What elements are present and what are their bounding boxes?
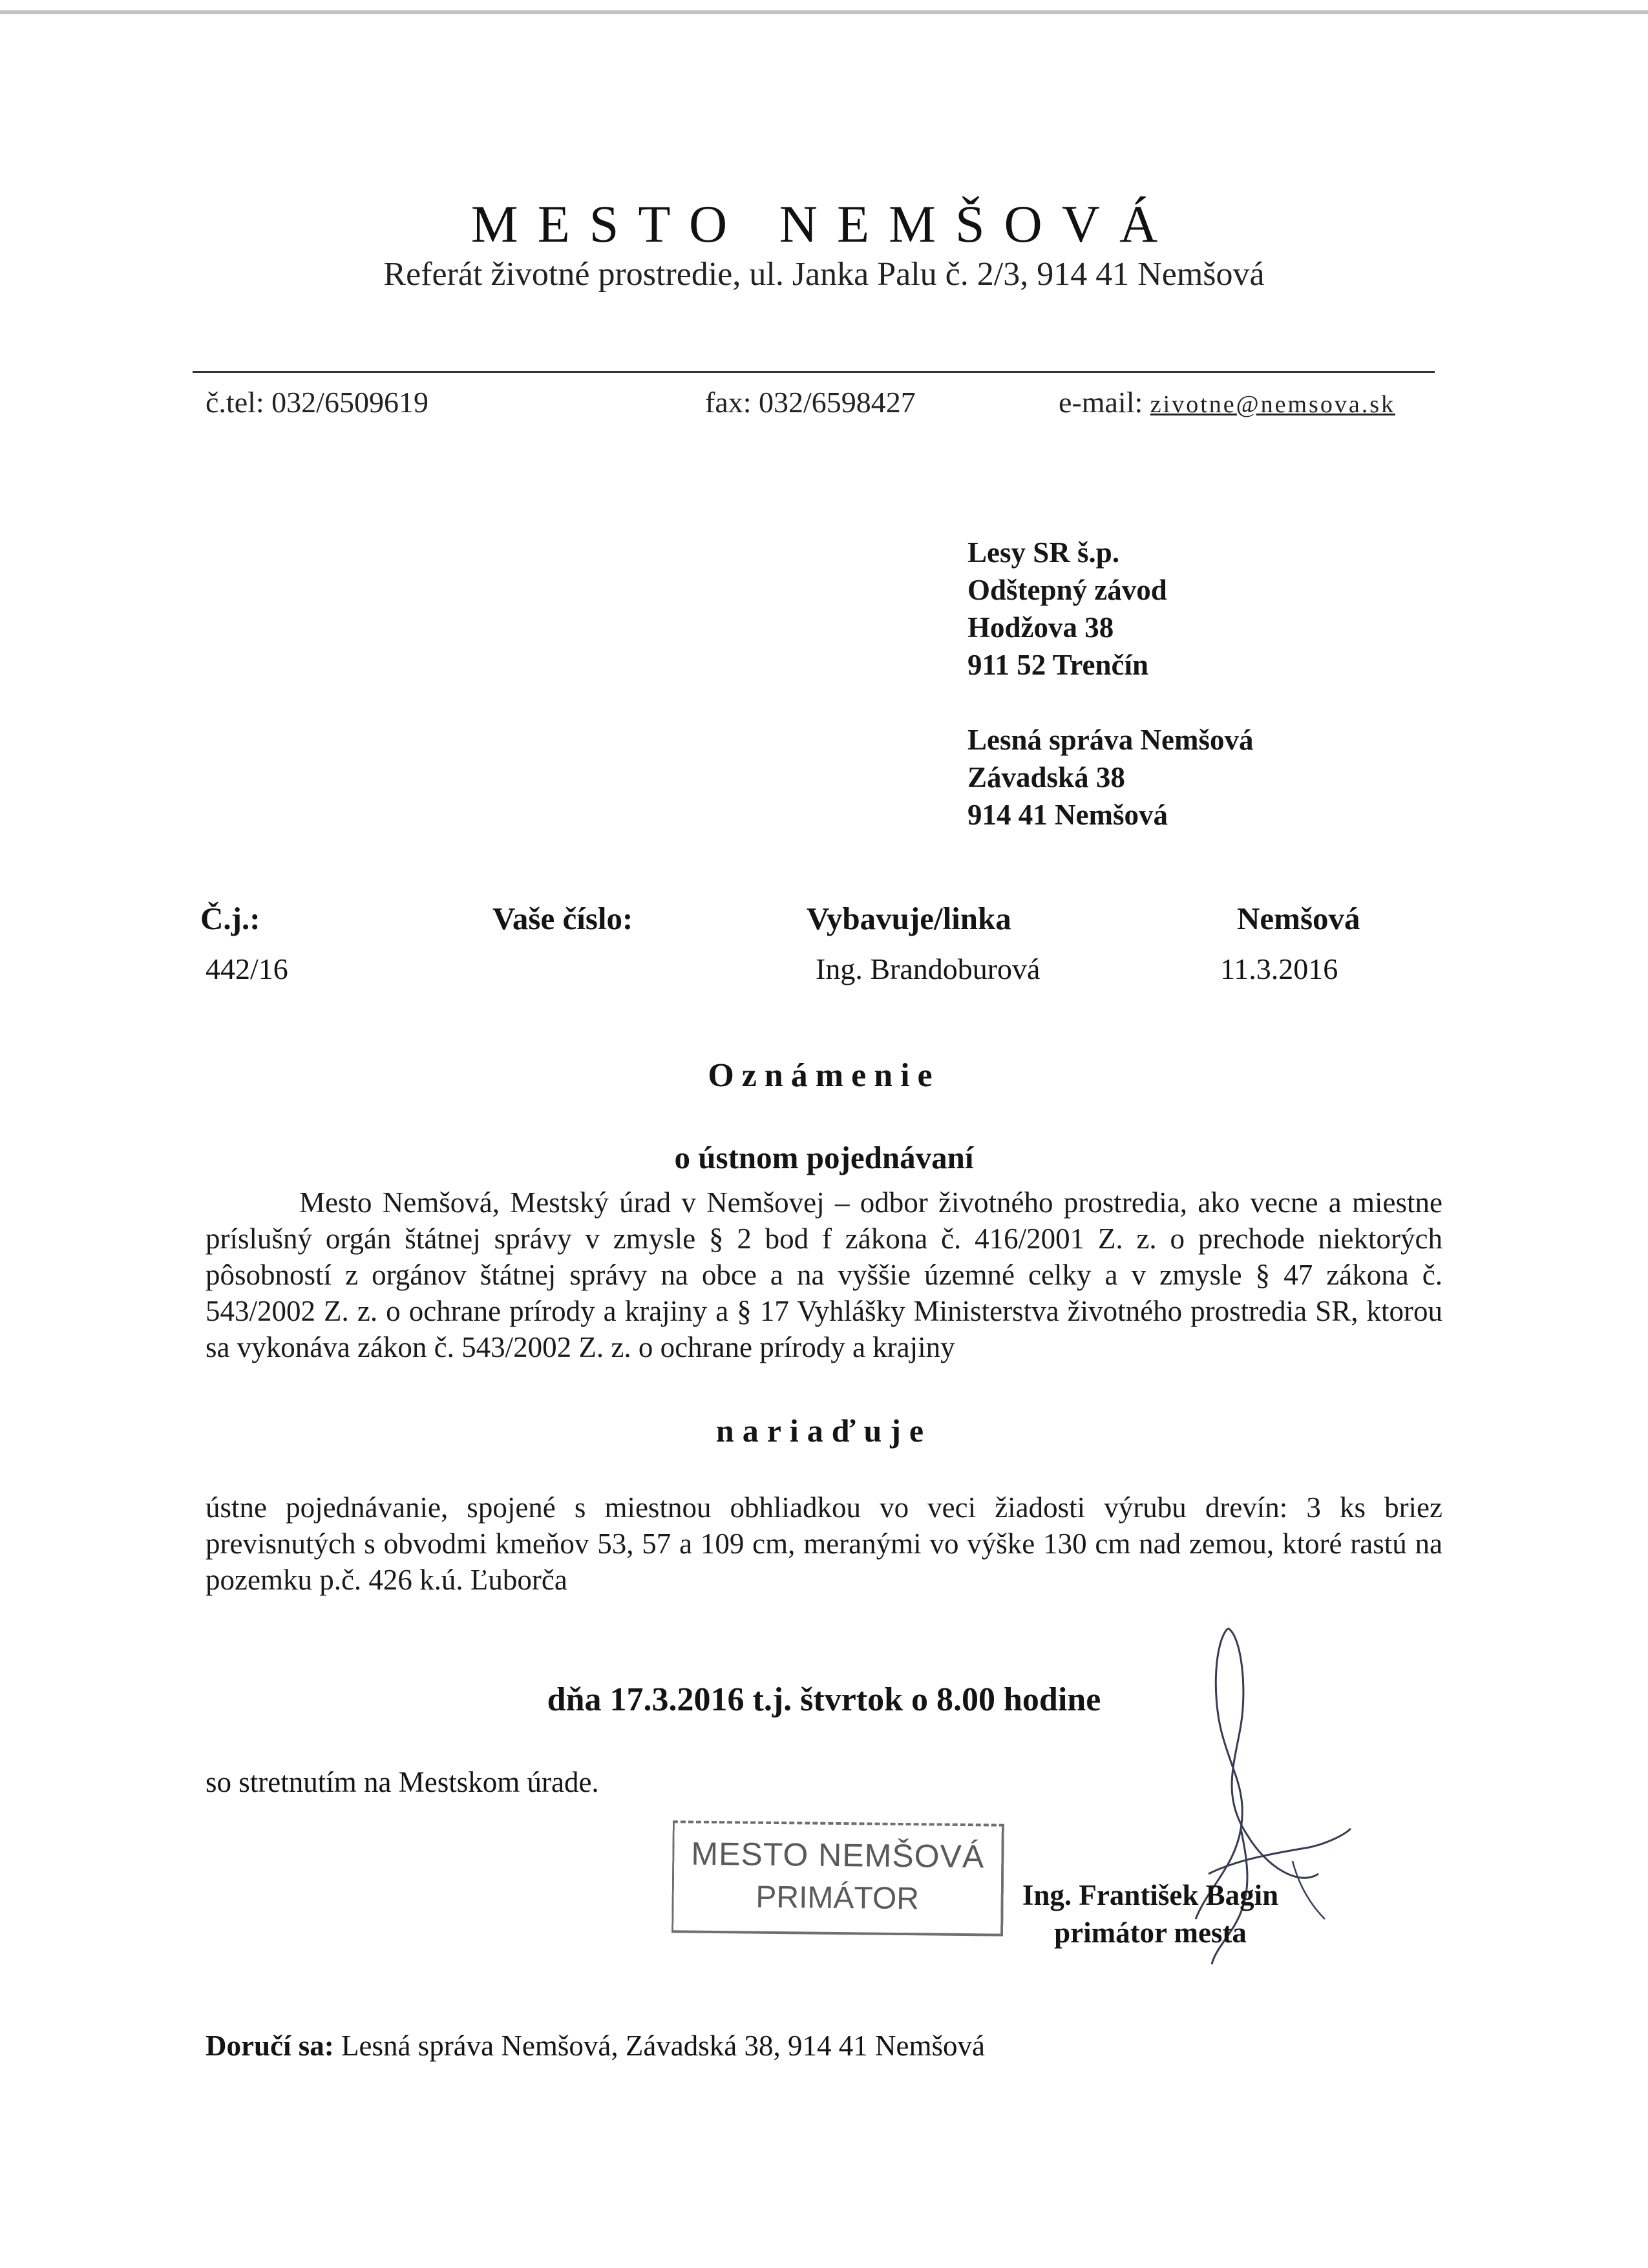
recipient-line: Lesy SR š.p. xyxy=(967,536,1120,569)
delivery-recipient: Lesná správa Nemšová, Závadská 38, 914 41 Nemšová xyxy=(333,2030,985,2062)
reference-number-value: 442/16 xyxy=(206,952,288,985)
email-link[interactable]: zivotne@nemsova.sk xyxy=(1150,391,1395,418)
recipient-branch-block xyxy=(967,721,1254,834)
hearing-date: dňa 17.3.2016 t.j. štvrtok o 8.00 hodine xyxy=(547,1681,1101,1718)
header-divider xyxy=(193,371,1435,373)
contact-email xyxy=(1059,385,1395,419)
official-stamp xyxy=(671,1820,1004,1936)
recipient-line: Hodžova 38 xyxy=(967,611,1114,644)
delivery-note xyxy=(206,2029,985,2063)
contact-phone: č.tel: 032/6509619 xyxy=(206,386,428,419)
meeting-place: so stretnutím na Mestskom úrade. xyxy=(206,1766,599,1798)
notice-title: Oznámenie xyxy=(708,1057,940,1094)
reference-number-label: Č.j.: xyxy=(200,901,260,936)
order-heading: nariaďuje xyxy=(715,1412,933,1449)
signer-title: primátor mesta xyxy=(1054,1916,1247,1949)
scan-edge-line xyxy=(0,10,1648,14)
legal-basis-paragraph: Mesto Nemšová, Mestský úrad v Nemšovej – odbor životného prostredia, ako vecne a miestne príslušný orgán štátnej správy v zmysle § 2 bod f zákona č. 416/2001 Z. z. o prechode niektorých pôsobností z orgánov štátnej správy na obce a na vyššie územné celky a v zmysle § 47 zákona č. 543/2002 Z. z. o ochrane prírody a krajiny a § 17 Vyhlášky Ministerstva životného prostredia SR, ktorou sa vykonáva zákon č. 543/2002 Z. z. o ochrane prírody a krajiny xyxy=(206,1186,1442,1363)
delivery-label: Doručí sa: xyxy=(206,2030,334,2062)
signer-name: Ing. František Bagin xyxy=(1022,1879,1279,1911)
recipient-line: Závadská 38 xyxy=(967,761,1125,793)
recipient-line: 914 41 Nemšová xyxy=(967,799,1168,831)
handled-by-label: Vybavuje/linka xyxy=(807,901,1011,936)
hearing-subject-paragraph: ústne pojednávanie, spojené s miestnou obhliadkou vo veci žiadosti výrubu drevín: 3 ks briez previsnutých s obvodmi kmeňov 53, 57 a 109 cm, meranými vo výške 130 cm nad zemou, ktoré rastú na pozemku p.č. 426 k.ú. Ľuborča xyxy=(206,1491,1442,1596)
organization-address: Referát životné prostredie, ul. Janka Palu č. 2/3, 914 41 Nemšová xyxy=(383,256,1265,293)
email-label: e-mail: xyxy=(1059,386,1150,419)
recipient-line: 911 52 Trenčín xyxy=(967,649,1149,681)
handled-by-value: Ing. Brandoburová xyxy=(816,952,1041,985)
notice-subtitle: o ústnom pojednávaní xyxy=(674,1140,974,1175)
your-number-label: Vaše číslo: xyxy=(492,901,633,936)
stamp-line: MESTO NEMŠOVÁ xyxy=(691,1835,985,1875)
letter-date: 11.3.2016 xyxy=(1220,952,1338,985)
stamp-line: PRIMÁTOR xyxy=(755,1880,920,1916)
recipient-line: Lesná správa Nemšová xyxy=(967,724,1254,756)
recipient-line: Odštepný závod xyxy=(967,574,1167,606)
recipient-address-block xyxy=(967,534,1167,684)
place-label: Nemšová xyxy=(1237,901,1360,936)
contact-fax: fax: 032/6598427 xyxy=(705,386,916,419)
organization-name: MESTO NEMŠOVÁ xyxy=(470,194,1178,253)
